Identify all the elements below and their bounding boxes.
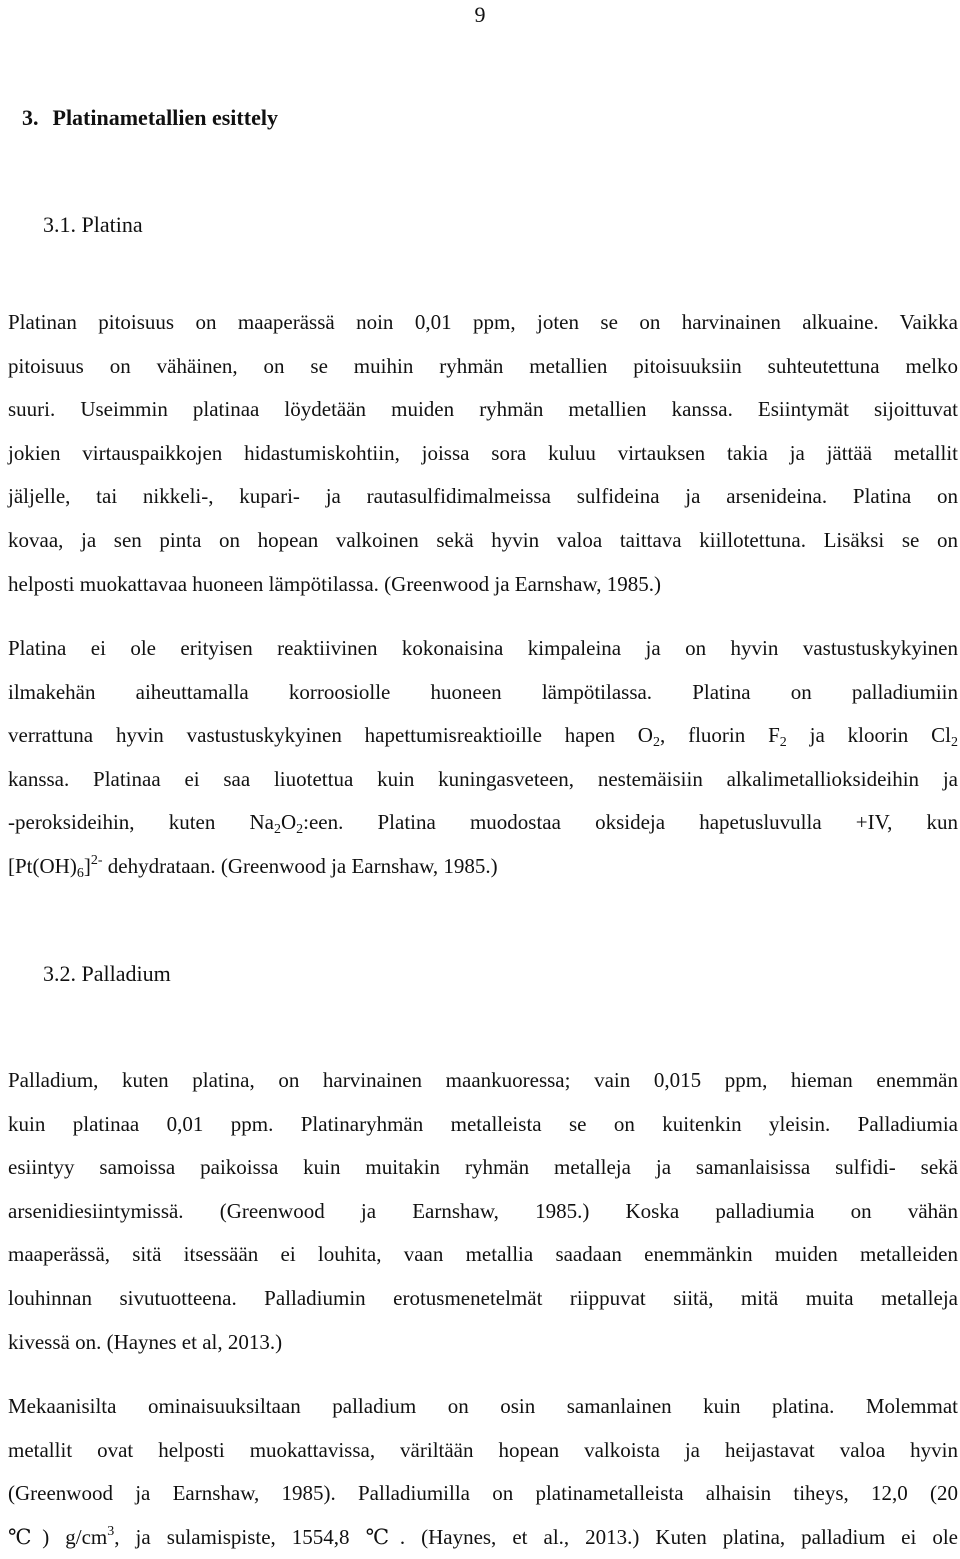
paragraph-line: ilmakehän aiheuttamalla korroosiolle huoneen lämpötilassa. Platina on palladiumiin bbox=[8, 679, 958, 704]
text-run: [Pt(OH) bbox=[8, 853, 77, 878]
text-run: verrattuna hyvin vastustuskykyinen hapettumisreaktioille hapen O bbox=[8, 723, 653, 748]
paragraph-line: kivessä on. (Haynes et al, 2013.) bbox=[8, 1329, 283, 1354]
palladium-paragraph-2 bbox=[8, 1385, 958, 1559]
paragraph-line: pitoisuus on vähäinen, on se muihin ryhmän metallien pitoisuuksiin suhteutettuna melko bbox=[8, 353, 958, 378]
text-run: O bbox=[280, 810, 297, 835]
paragraph-line: Mekaanisilta ominaisuuksiltaan palladium on osin samanlainen kuin platina. Molemmat bbox=[8, 1394, 958, 1418]
paragraph-line-formula bbox=[8, 714, 958, 758]
text-run: , ja sulamispiste, 1554,8 ℃. (Haynes, et al., 2013.) Kuten platina, palladium ei ole bbox=[114, 1524, 958, 1549]
platina-paragraph-1 bbox=[8, 301, 958, 606]
section-title: Platinametallien esittely bbox=[52, 105, 278, 130]
paragraph-line: jokien virtauspaikkojen hidastumiskohtiin, joissa sora kuluu virtauksen takia ja jättää metallit bbox=[8, 440, 958, 465]
text-run: ℃) g/cm bbox=[8, 1524, 108, 1549]
subscript: 2 bbox=[296, 822, 304, 838]
platina-paragraph-2 bbox=[8, 627, 958, 889]
paragraph-line: (Greenwood ja Earnshaw, 1985). Palladiumilla on platinametalleista alhaisin tiheys, 12,0 (20 bbox=[8, 1481, 958, 1506]
text-run: ] bbox=[83, 853, 91, 878]
paragraph-line-formula bbox=[8, 801, 958, 845]
paragraph-line: Platinan pitoisuus on maaperässä noin 0,01 ppm, joten se on harvinainen alkuaine. Vaikka bbox=[8, 310, 958, 334]
paragraph-line: maaperässä, sitä itsessään ei louhita, vaan metallia saadaan enemmänkin muiden metalleiden bbox=[8, 1242, 958, 1267]
superscript: 3 bbox=[107, 1523, 115, 1539]
subscript: 2 bbox=[779, 735, 787, 751]
paragraph-line: jäljelle, tai nikkeli-, kupari- ja rautasulfidimalmeissa sulfideina ja arsenideina. Platina on bbox=[8, 484, 958, 509]
paragraph-line-formula bbox=[8, 845, 958, 889]
palladium-paragraph-1 bbox=[8, 1059, 958, 1364]
superscript: 2- bbox=[90, 852, 103, 868]
paragraph-line: louhinnan sivutuotteena. Palladiumin erotusmenetelmät riippuvat siitä, mitä muita metalleja bbox=[8, 1285, 958, 1310]
subscript: 2 bbox=[273, 822, 281, 838]
subscript: 6 bbox=[76, 865, 84, 881]
paragraph-line: Palladium, kuten platina, on harvinainen maankuoressa; vain 0,015 ppm, hieman enemmän bbox=[8, 1068, 958, 1092]
text-run: ja kloorin Cl bbox=[786, 723, 951, 748]
section-number: 3. bbox=[22, 105, 39, 130]
subscript: 2 bbox=[950, 735, 958, 751]
paragraph-line: Platina ei ole erityisen reaktiivinen kokonaisina kimpaleina ja on hyvin vastustuskykyinen bbox=[8, 636, 958, 660]
page-number: 9 bbox=[474, 2, 486, 27]
paragraph-line-formula bbox=[8, 1516, 958, 1559]
subscript: 2 bbox=[652, 735, 660, 751]
paragraph-line: helposti muokattavaa huoneen lämpötilassa. (Greenwood ja Earnshaw, 1985.) bbox=[8, 571, 661, 596]
subheading-palladium: 3.2. Palladium bbox=[43, 961, 171, 986]
subheading-platina: 3.1. Platina bbox=[43, 212, 143, 237]
section-heading bbox=[22, 104, 278, 132]
paragraph-line: metallit ovat helposti muokattavissa, väriltään hopean valkoista ja heijastavat valoa hyvin bbox=[8, 1437, 958, 1462]
paragraph-line: arsenidiesiintymissä. (Greenwood ja Earnshaw, 1985.) Koska palladiumia on vähän bbox=[8, 1198, 958, 1223]
text-run: dehydrataan. (Greenwood ja Earnshaw, 1985.) bbox=[102, 853, 498, 878]
text-run: -peroksideihin, kuten Na bbox=[8, 810, 274, 835]
paragraph-line: esiintyy samoissa paikoissa kuin muitakin ryhmän metalleja ja samanlaisissa sulfidi- sekä bbox=[8, 1155, 958, 1180]
paragraph-line: kuin platinaa 0,01 ppm. Platinaryhmän metalleista se on kuitenkin yleisin. Palladiumia bbox=[8, 1111, 958, 1136]
paragraph-line: suuri. Useimmin platinaa löydetään muiden ryhmän metallien kanssa. Esiintymät sijoittuvat bbox=[8, 397, 958, 422]
paragraph-line: kovaa, ja sen pinta on hopean valkoinen sekä hyvin valoa taittava kiillotettuna. Lisäksi se on bbox=[8, 527, 958, 552]
paragraph-line: kanssa. Platinaa ei saa liuotettua kuin kuningasveteen, nestemäisiin alkalimetallioksideihin ja bbox=[8, 766, 958, 791]
text-run: , fluorin F bbox=[659, 723, 780, 748]
text-run: :een. Platina muodostaa oksideja hapetusluvulla +IV, kun bbox=[303, 810, 958, 835]
